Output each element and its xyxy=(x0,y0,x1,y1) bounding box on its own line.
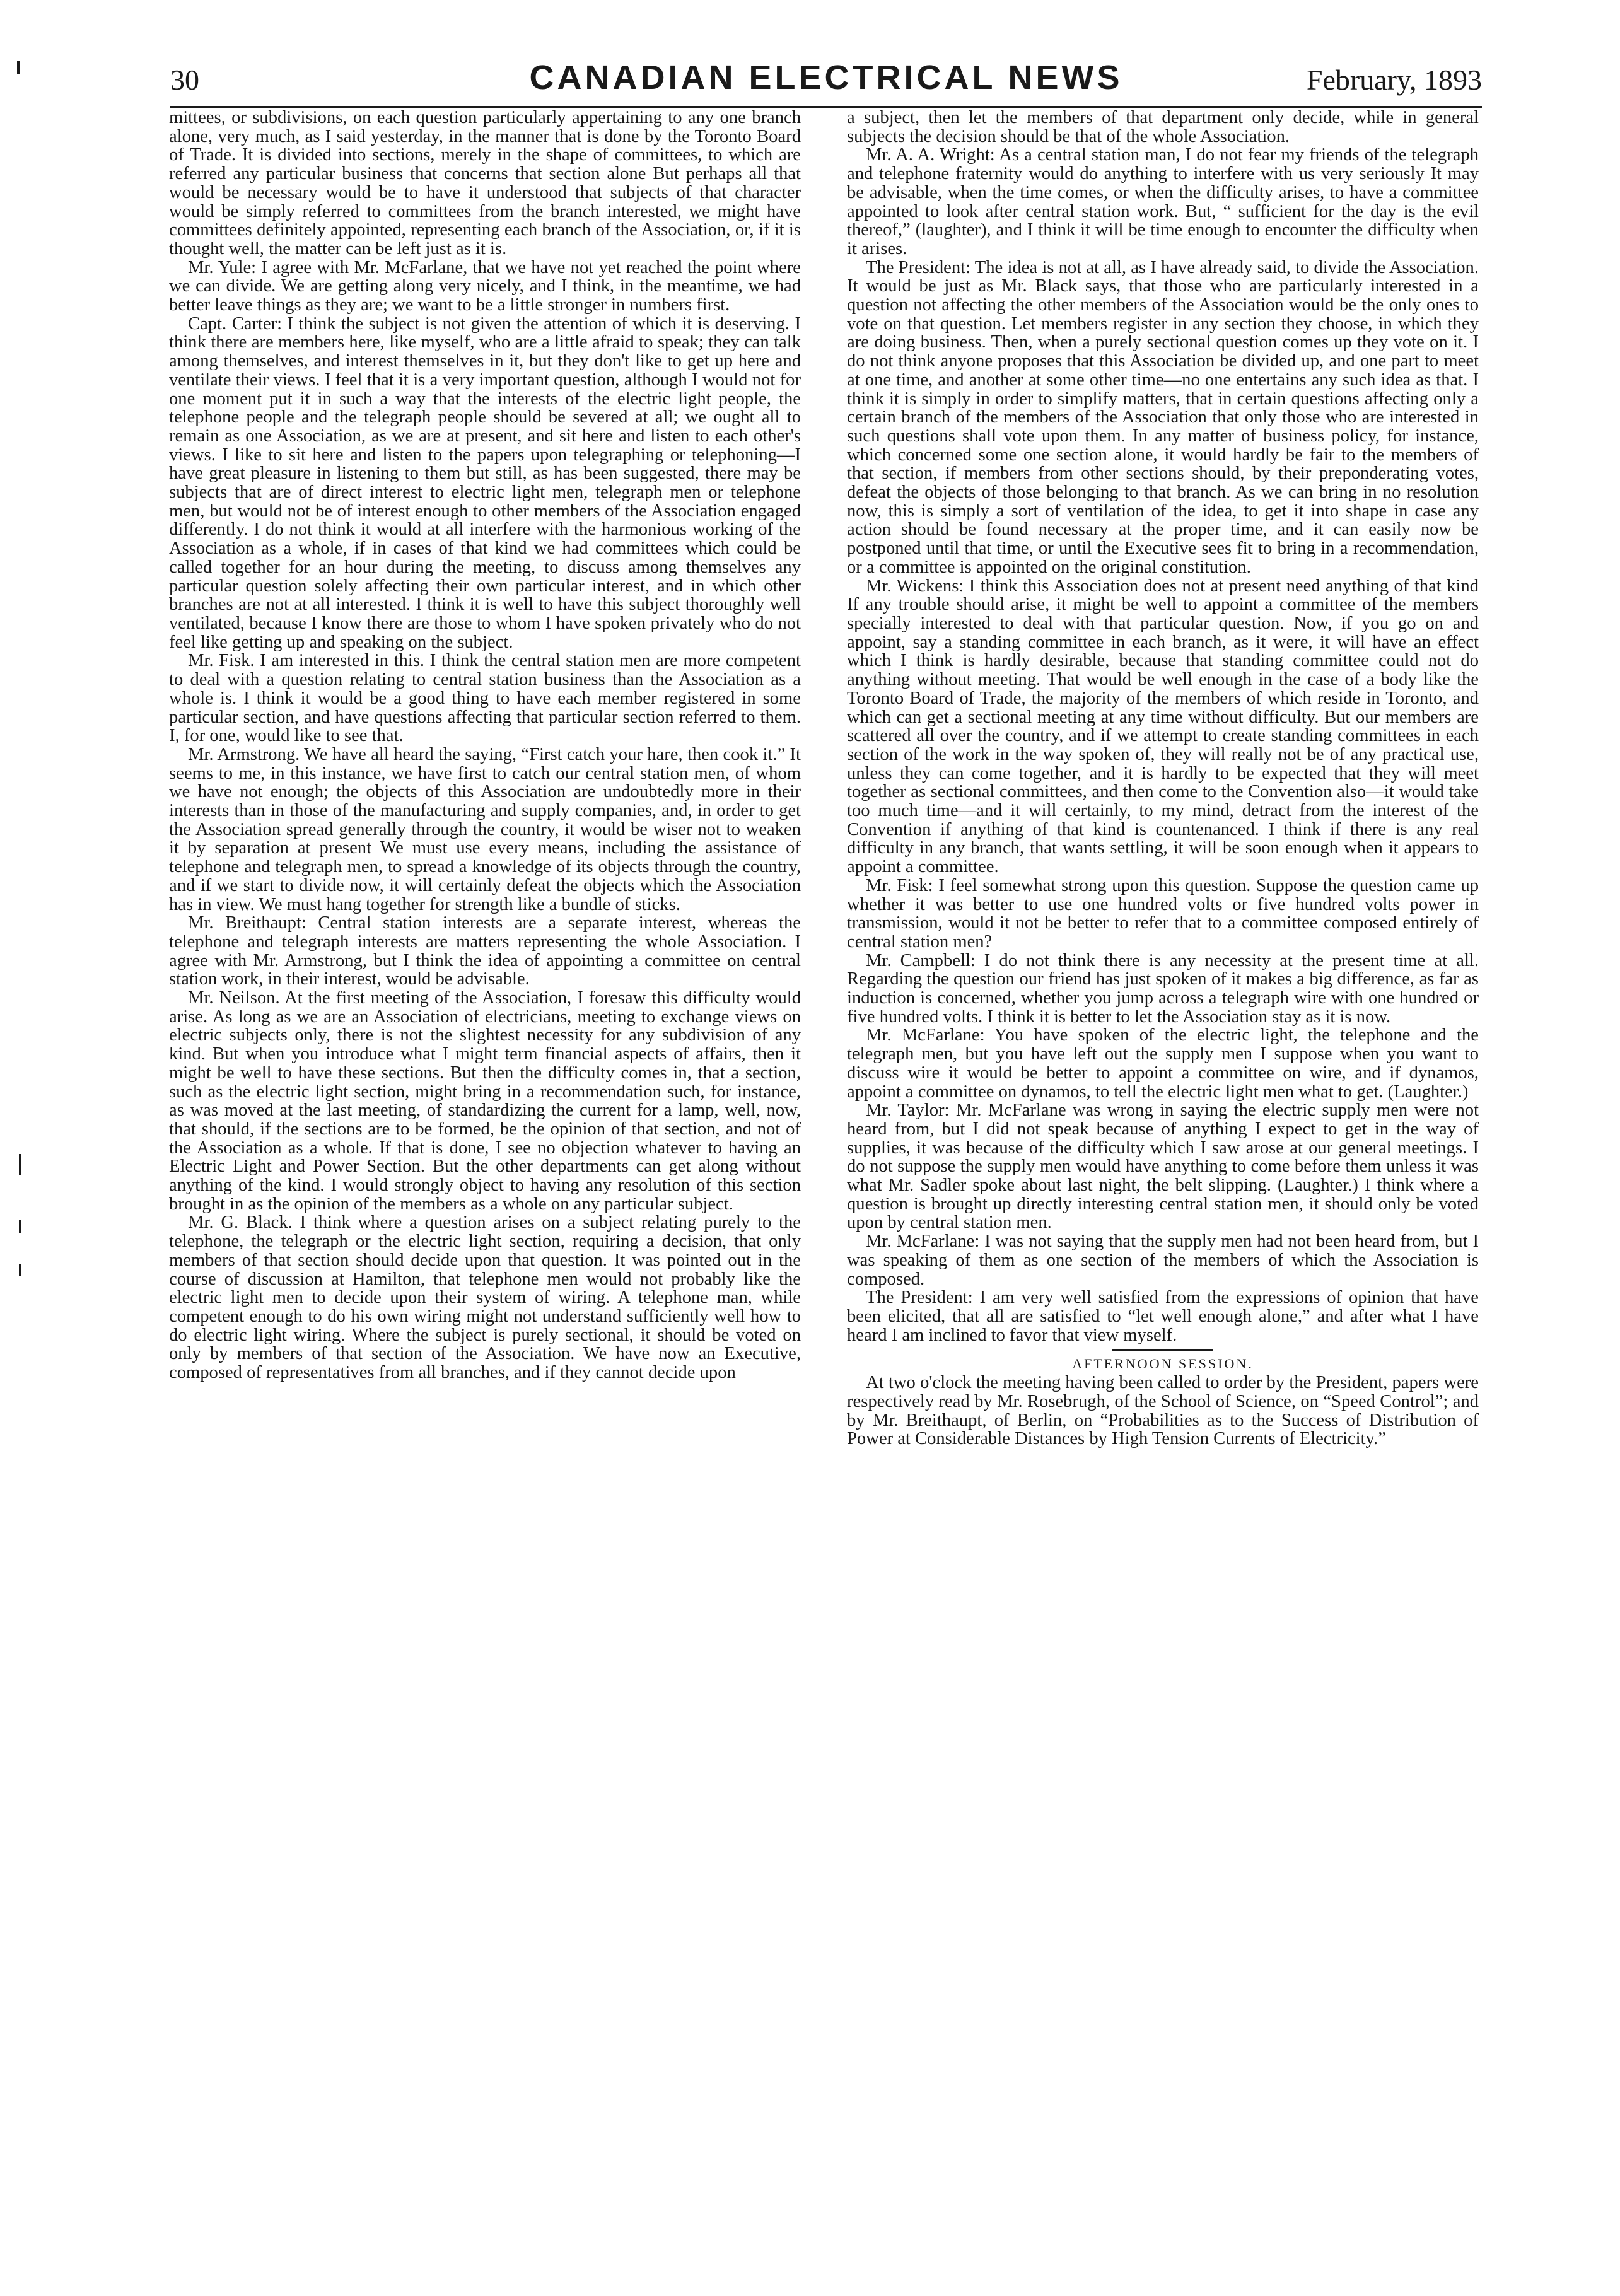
page-number: 30 xyxy=(170,64,199,96)
paragraph: Mr. Fisk: I feel somewhat strong upon this question. Suppose the question came up whether it was better to use one hundred volts or five hundred volts power in transmission, would it not be better to refer that to a committee composed entirely of central station men? xyxy=(847,875,1479,952)
article-column-right xyxy=(847,108,1479,2265)
paragraph: Mr. Yule: I agree with Mr. McFarlane, that we have not yet reached the point where we can divide. We are getting along very nicely, and I think, in the meantime, we had better leave things as they are; we want to be a little stronger in numbers first. xyxy=(169,257,801,315)
paragraph: Mr. Fisk. I am interested in this. I think the central station men are more competent to deal with a question relating to central station business than the Association as a whole is. I think it would be a good thing to have each member registered in some particular section, and have questions affecting that particular section referred to them. I, for one, would like to see that. xyxy=(169,651,801,746)
paragraph: a subject, then let the members of that department only decide, while in general subjects the decision should be that of the whole Association. xyxy=(847,108,1479,146)
page-header xyxy=(170,55,1482,108)
article-column-left xyxy=(169,108,801,2265)
paragraph: Mr. Taylor: Mr. McFarlane was wrong in saying the electric supply men were not heard from, but I did not speak because of anything I expect to get in the way of supplies, it was because of the difficulty which I saw arose at our general meetings. I do not suppose the supply men would have anything to come before them unless it was what Mr. Sadler spoke about last night, the belt slipping. (Laughter.) I think where a question is brought up directly interesting central station men, it should only be voted upon by central station men. xyxy=(847,1100,1479,1233)
margin-mark xyxy=(19,1154,21,1175)
paragraph: Mr. Neilson. At the first meeting of the Association, I foresaw this difficulty would arise. As long as we are an Association of electricians, meeting to exchange views on electric subjects only, there is not the slightest necessity for any subdivision of any kind. But when you introduce what I might term financial aspects of affairs, then it might be well to have these sections. But then the difficulty comes in, that a section, such as the electric light section, might bring in a recommendation such, for instance, as was moved at the last meeting, of standardizing the current for a lamp, well, now, that should, if the sections are to be formed, be the opinion of that section, and not of the Association as a whole. If that is done, I see no objection whatever to having an Electric Light and Power Section. But the other departments can get along without anything of the kind. I would strongly object to having any resolution of this section brought in as the opinion of the members as a whole on any particular subject. xyxy=(169,988,801,1214)
section-heading: AFTERNOON SESSION. xyxy=(1072,1356,1254,1372)
paragraph: At two o'clock the meeting having been called to order by the President, papers were respectively read by Mr. Rosebrugh, of the School of Science, on “Speed Control”; and by Mr. Breithaupt, of Berlin, on “Probabilities as to the Success of Distribution of Power at Considerable Distances by High Tension Currents of Electricity.” xyxy=(847,1373,1479,1449)
margin-mark xyxy=(19,1220,21,1233)
issue-date: February, 1893 xyxy=(1306,64,1482,96)
paragraph: Mr. Campbell: I do not think there is any necessity at the present time at all. Regarding the question our friend has just spoken of it makes a big difference, as far as induction is concerned, whether you jump across a telegraph wire with one hundred or five hundred volts. I think it is better to let the Association stay as it is now. xyxy=(847,950,1479,1027)
section-divider xyxy=(1112,1349,1213,1351)
paragraph: Mr. McFarlane: You have spoken of the electric light, the telephone and the telegraph men, but you have left out the supply men I suppose when you want to discuss wire it would be better to appoint a committee on wire, and if dynamos, appoint a committee on dynamos, to tell the electric light men what to get. (Laughter.) xyxy=(847,1025,1479,1102)
margin-mark xyxy=(19,1264,21,1276)
paragraph: The President: I am very well satisfied from the expressions of opinion that have been elicited, that all are satisfied to “let well enough alone,” and after what I have heard I am inclined to favor that view myself. xyxy=(847,1288,1479,1345)
paragraph: Mr. A. A. Wright: As a central station man, I do not fear my friends of the telegraph and telephone fraternity would do anything to interfere with us very seriously It may be advisable, when the time comes, or when the difficulty arises, to have a committee appointed to look after central station work. But, “ sufficient for the day is the evil thereof,” (laughter), and I think it will be time enough to encounter the difficulty when it arises. xyxy=(847,145,1479,259)
paragraph: Mr. Wickens: I think this Association does not at present need anything of that kind If any trouble should arise, it might be well to appoint a committee of the members specially interested to deal with that particular question. Now, if you go on and appoint, say a standing committee in each branch, as it were, it will have an effect which I think is hardly desirable, because that standing committee could not do anything without meeting. That would be well enough in the case of a body like the Toronto Board of Trade, the majority of the members of which reside in Toronto, and which can get a sectional meeting at any time without difficulty. But our members are scattered all over the country, and if we attempt to create standing committees in each section of the work in the way spoken of, they will really not be of any practical use, unless they can come together, and it is hardly to be expected that they will meet together as sectional committees, and then come to the Convention also—it would take too much time—and it will certainly, to my mind, detract from the interest of the Convention if anything of that kind is countenanced. I think if there is any real difficulty in any branch, that wants settling, it will be soon enough when it appears to appoint a committee. xyxy=(847,576,1479,877)
paragraph: Mr. McFarlane: I was not saying that the supply men had not been heard from, but I was speaking of them as one section of the members of which the Association is composed. xyxy=(847,1232,1479,1289)
paragraph: Capt. Carter: I think the subject is not given the attention of which it is deserving. I think there are members here, like myself, who are a little afraid to speak; they can talk among themselves, and interest themselves in it, but they don't like to get up here and ventilate their views. I feel that it is a very important question, although I would not for one moment put it in such a way that the interests of the electric light people, the telephone people and the telegraph people should be severed at all; we ought all to remain as one Association, as we are at present, and sit here and listen to each other's views. I like to sit here and listen to the papers upon telegraphing or telephoning—I have great pleasure in listening to them but still, as has been suggested, there may be subjects that are of direct interest to electric light men, telegraph men or telephone men, but would not be of interest enough to other members of the Association engaged differently. I do not think it would at all interfere with the harmonious working of the Association as a whole, if in cases of that kind we had committees which could be called together for an hour during the meeting, to discuss among themselves any particular question solely affecting their own particular interest, and in which other branches are not at all interested. I think it is well to have this subject thoroughly well ventilated, because I know there are those to whom I have spoken privately who do not feel like getting up and speaking on the subject. xyxy=(169,313,801,652)
margin-mark xyxy=(17,61,20,74)
paragraph: Mr. Breithaupt: Central station interests are a separate interest, whereas the telephone and telegraph interests are matters representing the whole Association. I agree with Mr. Armstrong, but I think the idea of appointing a committee on central station work, in their interest, would be advisable. xyxy=(169,913,801,989)
paragraph: mittees, or subdivisions, on each question particularly appertaining to any one branch alone, very much, as I said yesterday, in the manner that is done by the Toronto Board of Trade. It is divided into sections, merely in the shape of committees, to which are referred any particular business that concerns that section alone But perhaps all that would be necessary would be to have it understood that subjects of that character would be simply referred to committees from the branch interested, we might have committees definitely appointed, representing each branch of the Association, or, if it is thought well, the matter can be left just as it is. xyxy=(169,108,801,259)
paragraph: The President: The idea is not at all, as I have already said, to divide the Association. It would be just as Mr. Black says, that those who are particularly interested in a question not affecting the other members of the Association would be the only ones to vote on that question. Let members register in any section they choose, in which they are doing business. Then, when a purely sectional question comes up they vote on it. I do not think anyone proposes that this Association be divided up, and one part to meet at one time, and another at some other time—no one entertains any such idea as that. I think it is simply in order to simplify matters, that in certain questions affecting only a certain branch of the members of the Association that only those who are interested in such questions shall vote upon them. In any matter of business policy, for instance, which concerned some one section alone, it would hardly be fair to the members of that section, if members from other sections should, by their preponderating votes, defeat the objects of those belonging to that branch. As we can bring in no resolution now, this is simply a sort of ventilation of the idea, to get it into shape in case any action should be found necessary at the proper time, and it can easily now be postponed until that time, or until the Executive sees fit to bring in a recommendation, or a committee is appointed on the original constitution. xyxy=(847,257,1479,577)
paragraph: Mr. Armstrong. We have all heard the saying, “First catch your hare, then cook it.” It seems to me, in this instance, we have first to catch our central station men, of whom we have not enough; the objects of this Association are undoubtedly more in their interests than in those of the manufacturing and supply companies, and, in order to get the Association spread generally through the country, it would be wiser not to weaken it by separation at present We must use every means, including the assistance of telephone and telegraph men, to spread a knowledge of its objects through the country, and if we start to divide now, it will certainly defeat the objects which the Association has in view. We must hang together for strength like a bundle of sticks. xyxy=(169,744,801,914)
paragraph: Mr. G. Black. I think where a question arises on a subject relating purely to the telephone, the telegraph or the electric light section, requiring a decision, that only members of that section should decide upon that question. It was pointed out in the course of discussion at Hamilton, that telephone men would not probably like the electric light men to decide upon their system of wiring. A telephone man, while competent enough to do his own wiring might not understand sufficiently well how to do electric light wiring. Where the subject is purely sectional, it should be voted on only by members of that section of the Association. We have now an Executive, composed of representatives from all branches, and if they cannot decide upon xyxy=(169,1213,801,1383)
masthead-title: CANADIAN ELECTRICAL NEWS xyxy=(529,59,1123,96)
